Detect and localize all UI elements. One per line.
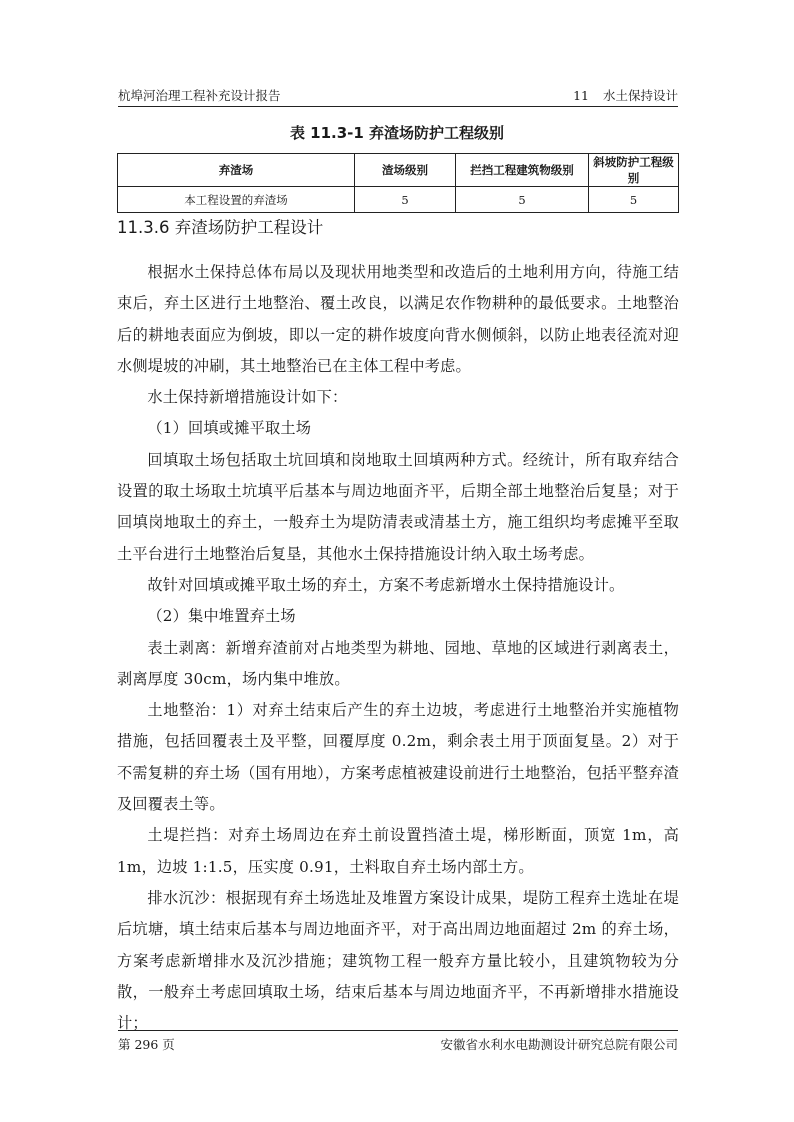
- chapter-label: [573, 86, 678, 104]
- cell-retaining-grade: 5: [456, 187, 589, 213]
- report-title: 杭埠河治理工程补充设计报告: [118, 88, 281, 103]
- paragraph: 排水沉沙：根据现有弃土场选址及堆置方案设计成果，堤防工程弃土选址在堤后坑塘，填土结束后基本与周边地面齐平，对于高出周边地面超过 2m 的弃土场，方案考虑新增排水及沉沙措施；建筑物工程一般弃方量比较小，且建筑物较为分散，一般弃土考虑回填取土场，结束后基本与周边地面齐平，不再新增排水措施设计；: [117, 888, 679, 1033]
- grade-table: [117, 153, 679, 213]
- col-header-site: 弃渣场: [118, 154, 355, 187]
- page-header: [118, 82, 678, 107]
- paragraph: 土地整治：1）对弃土结束后产生的弃土边坡，考虑进行土地整治并实施植物措施，包括回覆表土及平整，回覆厚度 0.2m，剩余表土用于顶面复垦。2）对于不需复耕的弃土场（国有用地），方案考虑植被建设前进行土地整治，包括平整弃渣及回覆表土等。: [117, 701, 679, 814]
- page-number: 第 296 页: [118, 1037, 175, 1052]
- cell-site: 本工程设置的弃渣场: [118, 187, 355, 213]
- section-title: 11.3.6 弃渣场防护工程设计: [117, 218, 324, 237]
- paragraph: 根据水土保持总体布局以及现状用地类型和改造后的土地利用方向，待施工结束后，弃土区进行土地整治、覆土改良，以满足农作物耕种的最低要求。土地整治后的耕地表面应为倒坡，即以一定的耕作坡度向背水侧倾斜，以防止地表径流对迎水侧堤坡的冲刷，其土地整治已在主体工程中考虑。: [117, 263, 679, 375]
- paragraph: （1）回填或摊平取土场: [147, 419, 312, 438]
- cell-site-grade: 5: [355, 187, 456, 213]
- table-caption: 表 11.3-1 弃渣场防护工程级别: [289, 124, 505, 142]
- col-header-site-grade: 渣场级别: [355, 154, 456, 187]
- table-row: [118, 187, 679, 213]
- body-text: [117, 257, 679, 1039]
- col-header-retaining-grade: 拦挡工程建筑物级别: [456, 154, 589, 187]
- paragraph: 土堤拦挡：对弃土场周边在弃土前设置挡渣土堤，梯形断面，顶宽 1m，高 1m，边坡 1:1.5，压实度 0.91，土料取自弃土场内部土方。: [117, 826, 679, 876]
- chapter-title: 水土保持设计: [602, 88, 678, 103]
- cell-slope-grade: 5: [589, 187, 679, 213]
- chapter-number: 11: [573, 88, 589, 103]
- page-footer: [118, 1030, 678, 1053]
- organization-name: 安徽省水利水电勘测设计研究总院有限公司: [440, 1037, 678, 1052]
- col-header-slope-grade: 斜坡防护工程级别: [589, 154, 679, 187]
- table-header-row: [118, 154, 679, 187]
- paragraph: 回填取土场包括取土坑回填和岗地取土回填两种方式。经统计，所有取弃结合设置的取土场取土坑填平后基本与周边地面齐平，后期全部土地整治后复垦；对于回填岗地取土的弃土，一般弃土为堤防清表或清基土方，施工组织均考虑摊平至取土平台进行土地整治后复垦，其他水土保持措施设计纳入取土场考虑。: [117, 450, 679, 563]
- paragraph: 故针对回填或摊平取土场的弃土，方案不考虑新增水土保持措施设计。: [147, 575, 625, 594]
- paragraph: （2）集中堆置弃土场: [147, 607, 296, 626]
- paragraph: 表土剥离：新增弃渣前对占地类型为耕地、园地、草地的区域进行剥离表土，剥离厚度 30cm，场内集中堆放。: [117, 638, 679, 688]
- paragraph: 水土保持新增措施设计如下：: [147, 388, 348, 407]
